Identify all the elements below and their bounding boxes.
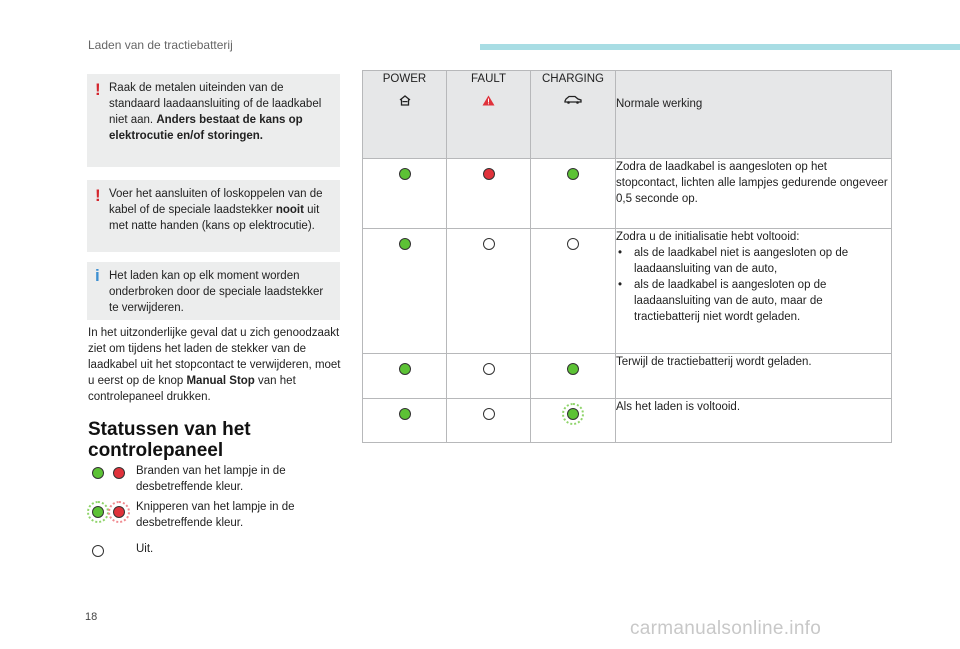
legend-lamps [88,467,132,487]
warning-bold-text: Anders bestaat de kans op elektrocutie en/of storingen. [109,114,303,142]
description-text: Zodra de laadkabel is aangesloten op het stopcontact, lichten alle lampjes gedurende ongeveer 0,5 seconde op. [616,161,888,205]
charging-cell [531,229,616,354]
fault-cell [447,354,531,399]
row-description [616,159,892,229]
fault-cell [447,229,531,354]
off-lamp-icon [483,363,495,375]
exclamation-icon: ! [95,186,101,205]
section-title: Statussen van het controlepaneel [88,419,251,461]
blinking-red-lamp-icon [113,506,125,518]
table-row [363,399,892,443]
header-label: CHARGING [542,73,604,85]
green-lamp-icon [567,168,579,180]
power-cell [363,229,447,354]
table-header-row [363,71,892,159]
info-text: Het laden kan op elk moment worden onderbroken door de speciale laadstekker te verwijderen. [109,270,324,314]
header-bar [480,44,960,50]
page-number: 18 [85,611,98,623]
green-lamp-icon [567,363,579,375]
row-description [616,229,892,354]
off-lamp-icon [567,238,579,250]
status-table [362,70,892,443]
watermark: carmanualsonline.info [630,618,822,639]
warning-triangle-icon [482,95,495,106]
header-label: POWER [382,73,427,85]
green-lamp-icon [92,467,104,479]
legend-text: Branden van het lampje in de desbetreffende kleur. [136,465,286,493]
paragraph-text-after: van het controlepaneel drukken. [88,375,296,403]
header-title: Laden van de tractiebatterij [88,38,233,52]
off-lamp-icon [483,238,495,250]
header-label: FAULT [471,73,506,85]
charging-cell [531,159,616,229]
warning-text: Voer het aansluiten of loskoppelen van de kabel of de speciale laadstekker [109,188,323,216]
description-text: Als het laden is voltooid. [616,401,741,413]
column-header-fault [447,71,531,159]
bullet-list [616,245,891,325]
car-icon [564,95,582,104]
table-row [363,159,892,229]
table-row [363,354,892,399]
info-icon: i [95,266,100,285]
fault-cell [447,399,531,443]
red-lamp-icon [483,168,495,180]
power-cell [363,159,447,229]
paragraph-text: In het uitzonderlijke geval dat u zich genoodzaakt ziet om tijdens het laden de stekker van de laadkabel uit het stopcontact te verwijderen, moet u eerst op de knop [88,327,341,387]
warning-box-1 [87,74,340,167]
column-header-charging [531,71,616,159]
legend-text: Knipperen van het lampje in de desbetreffende kleur. [136,501,295,529]
warning-text: Raak de metalen uiteinden van de standaard laadaansluiting of de laadkabel niet aan. [109,82,322,126]
list-item: • als de laadkabel niet is aangesloten op de laadaansluiting van de auto, [616,245,891,277]
green-lamp-icon [399,363,411,375]
description-text: Zodra u de initialisatie hebt voltooid: [616,231,800,243]
list-item: • als de laadkabel is aangesloten op de laadaansluiting van de auto, maar de tractiebatterij niet wordt geladen. [616,277,891,325]
column-header-power [363,71,447,159]
warning-text-after: uit met natte handen (kans op elektrocutie). [109,204,320,232]
house-icon [399,95,411,106]
paragraph-bold-text: Manual Stop [186,375,255,387]
warning-bold-text: nooit [275,204,304,216]
description-text: Terwijl de tractiebatterij wordt geladen. [616,356,812,368]
power-cell [363,399,447,443]
blinking-green-lamp-icon [92,506,104,518]
off-lamp-icon [483,408,495,420]
charging-cell [531,399,616,443]
manual-stop-paragraph [88,325,343,405]
red-lamp-icon [113,467,125,479]
green-lamp-icon [399,168,411,180]
blinking-green-lamp-icon [567,408,579,420]
off-lamp-icon [92,545,104,557]
exclamation-icon: ! [95,80,101,99]
fault-cell [447,159,531,229]
legend-lamps [88,545,132,565]
info-box [87,262,340,320]
green-lamp-icon [399,408,411,420]
table-row [363,229,892,354]
warning-box-2 [87,180,340,252]
row-description [616,354,892,399]
row-description [616,399,892,443]
header-description: Normale werking [616,71,892,159]
power-cell [363,354,447,399]
legend-text: Uit. [136,543,154,555]
legend-lamps [88,503,132,523]
green-lamp-icon [399,238,411,250]
charging-cell [531,354,616,399]
